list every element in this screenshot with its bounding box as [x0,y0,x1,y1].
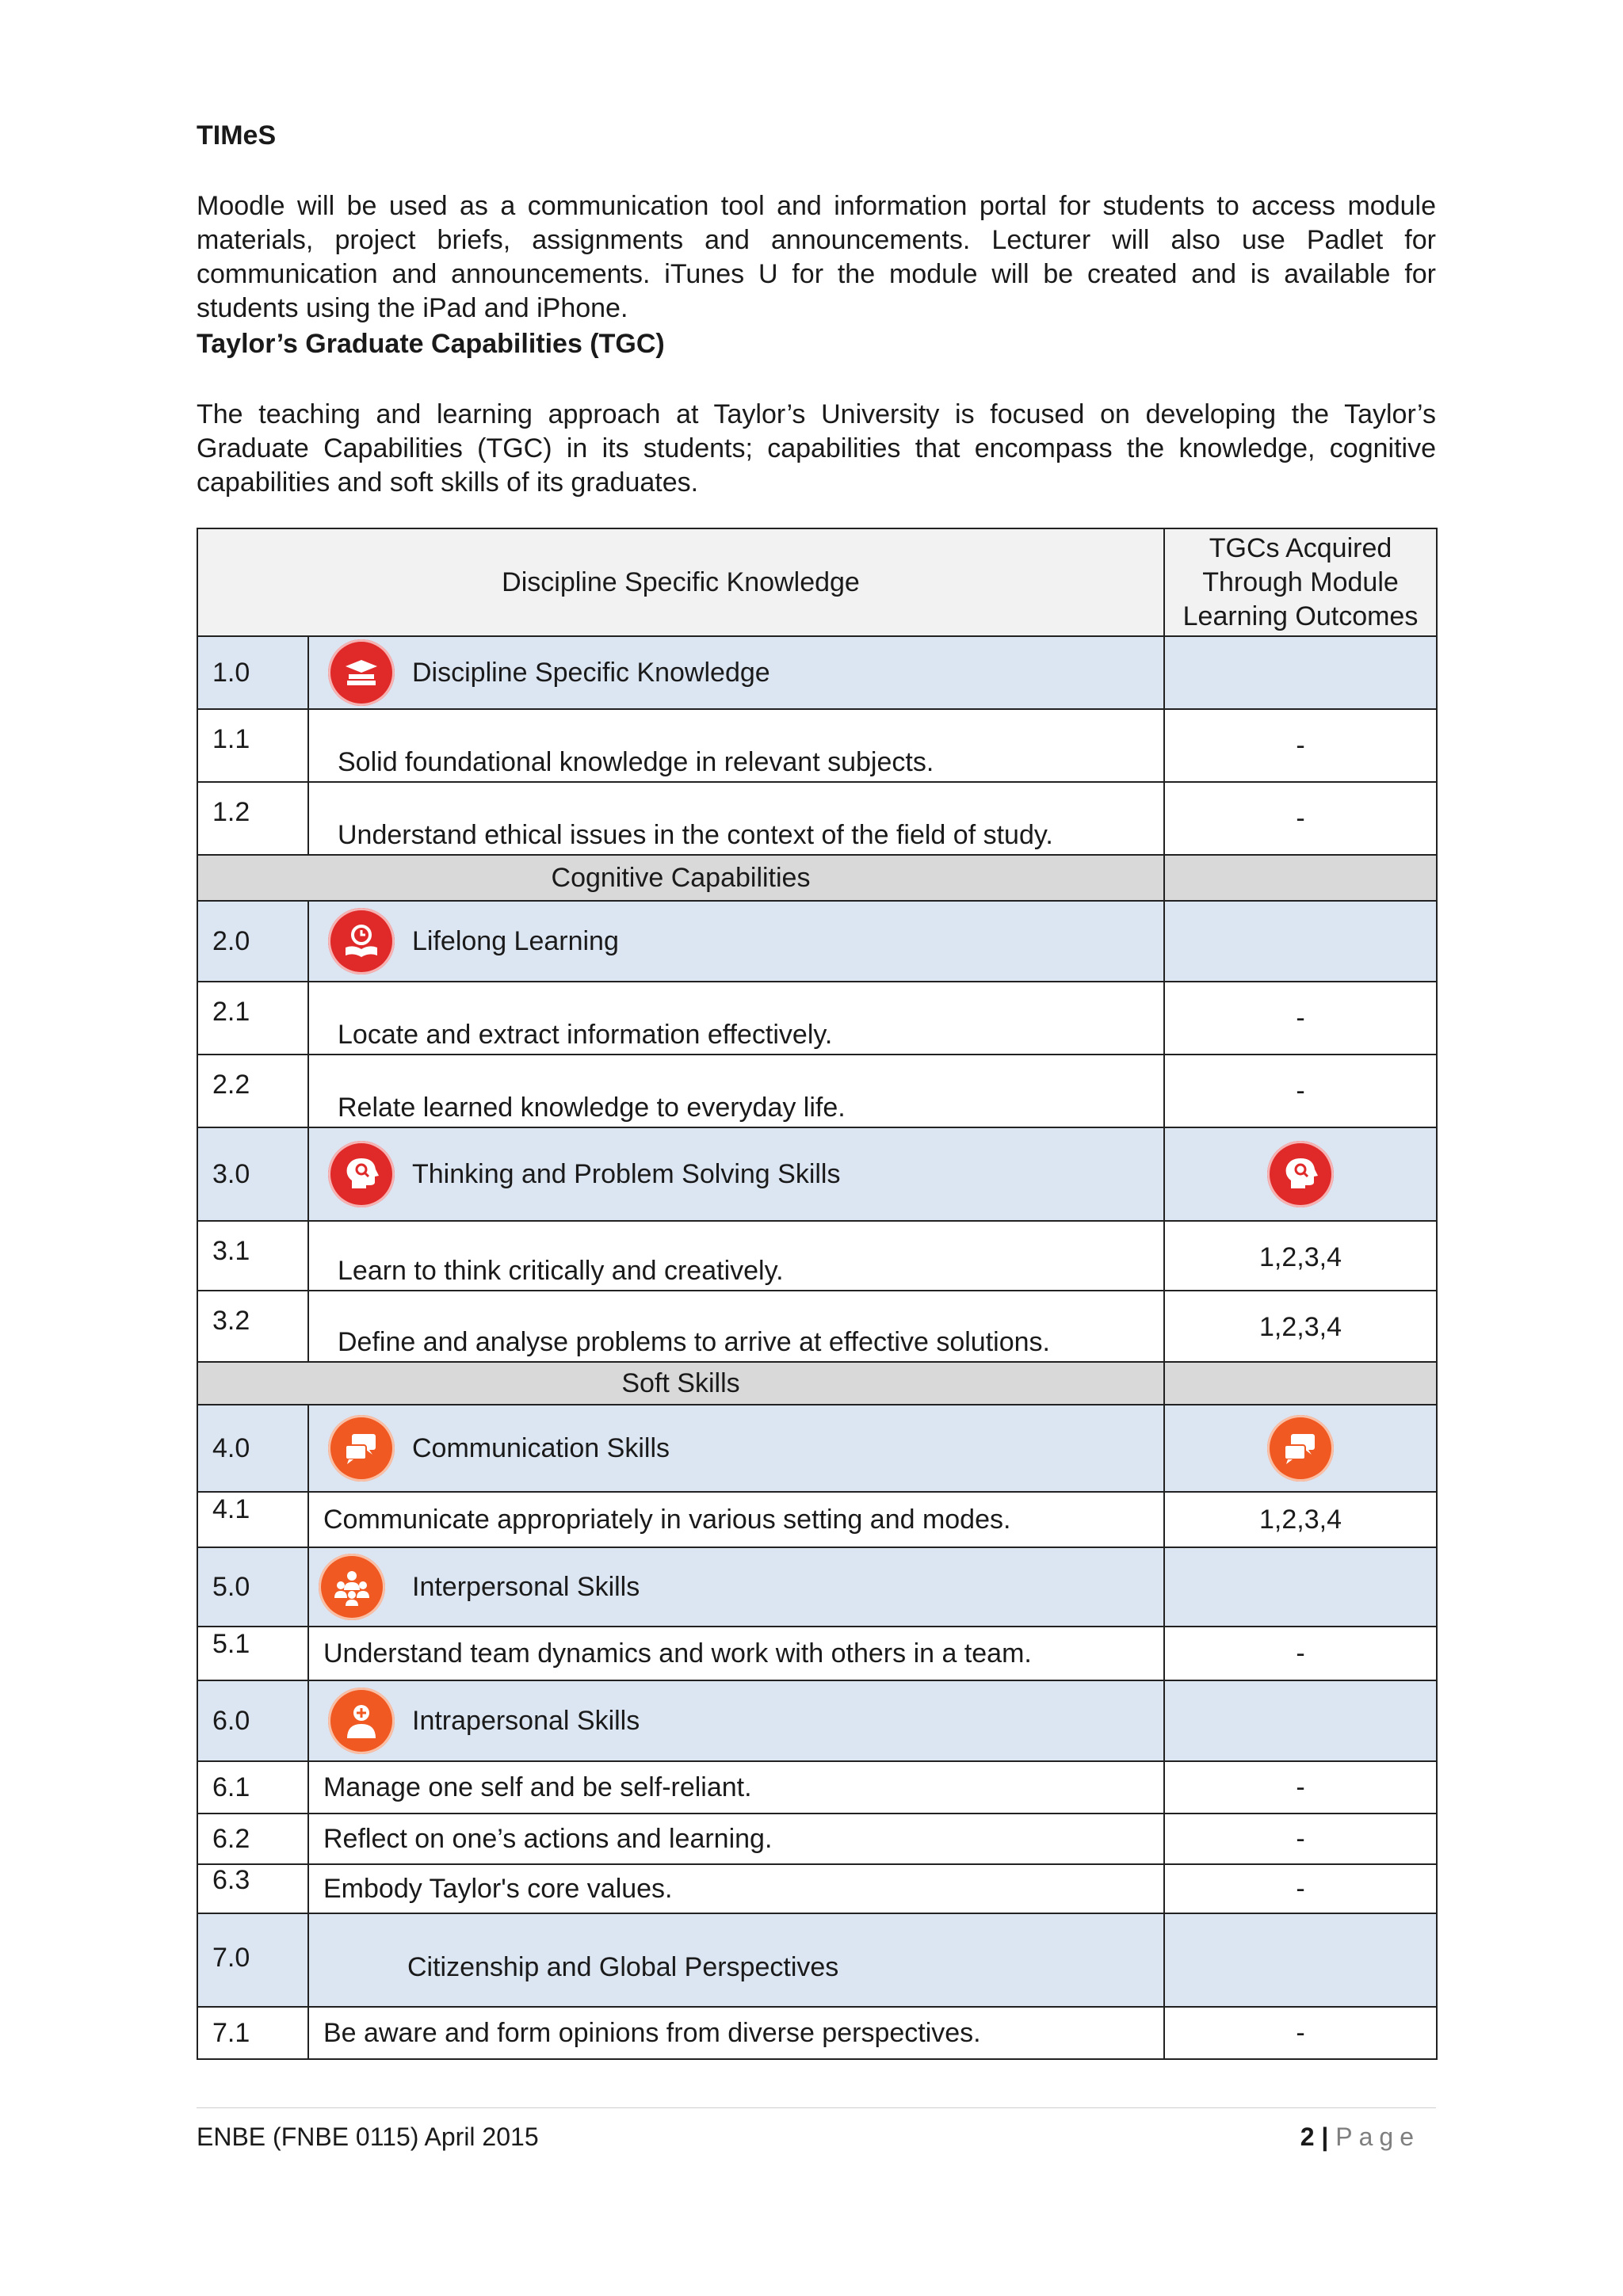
row-number: 5.1 [197,1627,308,1680]
row-description: Define and analyse problems to arrive at effective solutions. [308,1291,1164,1362]
row-description: Be aware and form opinions from diverse perspectives. [308,2007,1164,2059]
row-number: 6.0 [197,1680,308,1761]
speech-bubbles-icon [328,1415,395,1482]
table-row [197,1814,1437,1864]
row-value: 1,2,3,4 [1164,1492,1437,1547]
table-row [197,709,1437,782]
row-value: - [1164,1864,1437,1913]
row-description: Understand team dynamics and work with others in a team. [308,1627,1164,1680]
row-description: Relate learned knowledge to everyday life. [308,1055,1164,1127]
page-indicator [1300,2122,1420,2152]
row-value: 1,2,3,4 [1164,1221,1437,1291]
times-paragraph: Moodle will be used as a communication tool and information portal for students to access module materials, project briefs, assignments and announcements. Lecturer will also use Padlet for communication and announcements. iTunes U for the module will be created and is available for students using the iPad and iPhone. [197,191,1436,323]
head-search-icon [1267,1141,1334,1207]
row-number: 5.0 [197,1547,308,1627]
table-row [197,782,1437,855]
capability-row [197,636,1437,709]
clock-book-icon [328,908,395,974]
row-description: Learn to think critically and creatively. [308,1221,1164,1291]
row-value: - [1164,1055,1437,1127]
row-number: 2.2 [197,1055,308,1127]
row-number: 3.1 [197,1221,308,1291]
row-description: Communicate appropriately in various setting and modes. [308,1492,1164,1547]
row-description: Solid foundational knowledge in relevant subjects. [308,709,1164,782]
section-label: Soft Skills [197,1362,1164,1405]
row-description: Reflect on one’s actions and learning. [308,1814,1164,1864]
table-row [197,982,1437,1055]
row-number: 6.2 [197,1814,308,1864]
capability-label: Interpersonal Skills [412,1571,640,1602]
page-word: Page [1335,2122,1420,2151]
capability-row [197,1127,1437,1221]
row-value: - [1164,1814,1437,1864]
capability-label: Intrapersonal Skills [412,1705,640,1736]
table-row [197,1221,1437,1291]
section-row [197,1362,1437,1405]
capability-label: Thinking and Problem Solving Skills [412,1158,841,1189]
tgc-table [197,528,1438,2060]
row-number: 2.0 [197,901,308,982]
section-row [197,855,1437,901]
table-row [197,1761,1437,1814]
row-value: - [1164,982,1437,1055]
row-value: - [1164,1627,1437,1680]
table-row [197,2007,1437,2059]
page-separator: | [1321,2122,1329,2151]
capability-row [197,1547,1437,1627]
times-heading: TIMeS [197,120,277,151]
table-row [197,1291,1437,1362]
row-description: Manage one self and be self-reliant. [308,1761,1164,1814]
speech-bubbles-icon [1267,1415,1334,1482]
row-value: - [1164,782,1437,855]
row-value: 1,2,3,4 [1164,1291,1437,1362]
capability-row [197,1680,1437,1761]
capability-row [197,901,1437,982]
capability-label: Lifelong Learning [412,925,619,956]
section-label: Cognitive Capabilities [197,855,1164,901]
table-row [197,1864,1437,1913]
row-number: 6.1 [197,1761,308,1814]
header-title: Discipline Specific Knowledge [197,528,1164,636]
row-number: 4.1 [197,1492,308,1547]
table-row [197,1055,1437,1127]
row-description: Locate and extract information effectively. [308,982,1164,1055]
capability-label: Communication Skills [412,1432,670,1463]
row-number: 7.1 [197,2007,308,2059]
table-header-row [197,528,1437,636]
tgc-heading: Taylor’s Graduate Capabilities (TGC) [197,329,665,359]
row-number: 1.2 [197,782,308,855]
row-number: 7.0 [197,1913,308,2007]
tgc-paragraph: The teaching and learning approach at Taylor’s University is focused on developing the Taylor’s Graduate Capabilities (TGC) in its students; capabilities that encompass the knowledge, cognitive capabilities and soft skills of its graduates. [197,399,1436,498]
row-number: 3.2 [197,1291,308,1362]
capability-label: Citizenship and Global Perspectives [407,1951,839,1982]
row-number: 3.0 [197,1127,308,1221]
table-row [197,1492,1437,1547]
row-value: - [1164,709,1437,782]
person-icon [328,1688,395,1754]
row-description: Understand ethical issues in the context of the field of study. [308,782,1164,855]
head-search-icon [328,1141,395,1207]
row-value: - [1164,1761,1437,1814]
capability-row [197,1913,1437,2007]
header-acquired: TGCs Acquired Through Module Learning Outcomes [1164,528,1437,636]
row-value: - [1164,2007,1437,2059]
page-number: 2 [1300,2122,1315,2151]
capability-row [197,1405,1437,1492]
row-number: 2.1 [197,982,308,1055]
row-description: Embody Taylor's core values. [308,1864,1164,1913]
row-number: 4.0 [197,1405,308,1492]
page-footer [197,2107,1436,2151]
document-reference: ENBE (FNBE 0115) April 2015 [197,2122,539,2151]
group-people-icon [319,1554,385,1620]
table-row [197,1627,1437,1680]
capability-label: Discipline Specific Knowledge [412,657,770,688]
graduation-books-icon [328,639,395,706]
row-number: 6.3 [197,1864,308,1913]
row-number: 1.0 [197,636,308,709]
row-number: 1.1 [197,709,308,782]
